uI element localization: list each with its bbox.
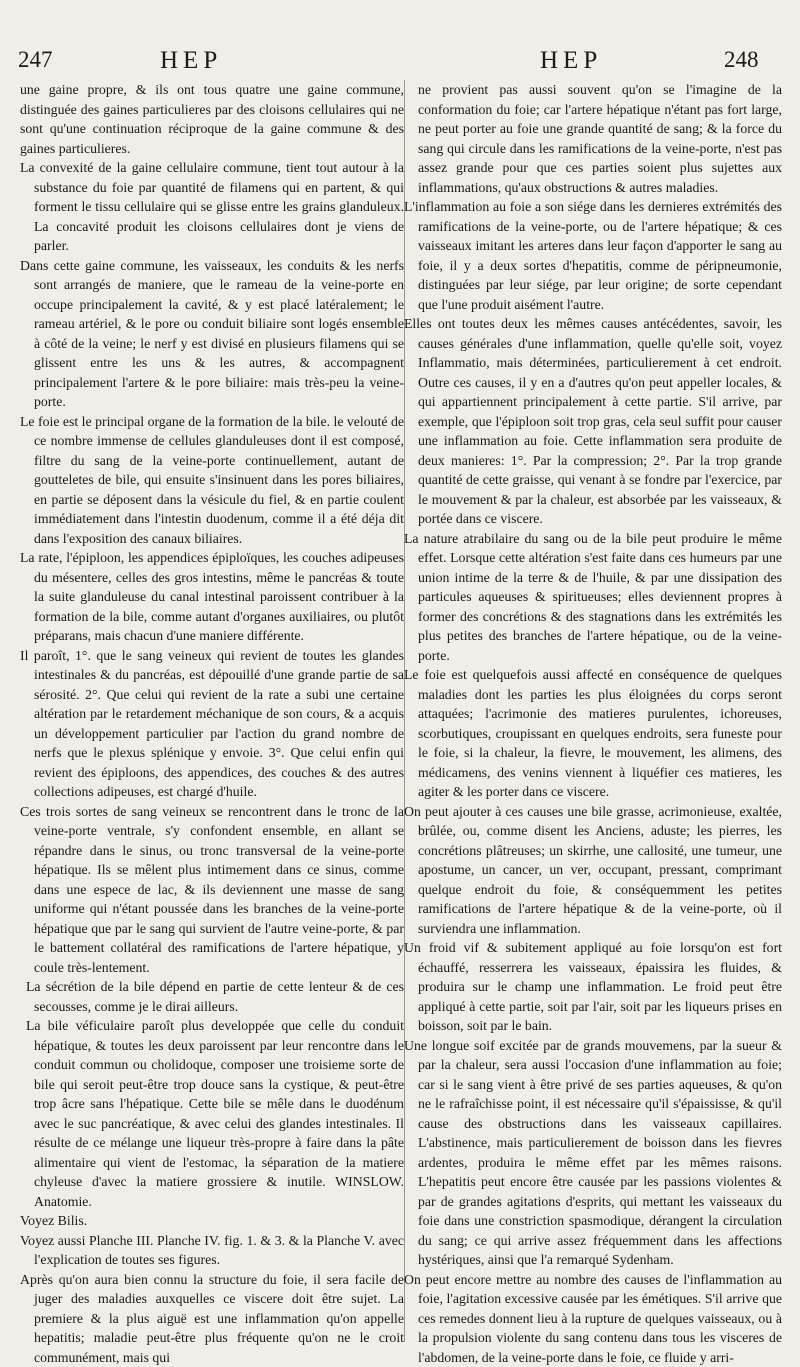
paragraph: Le foie est quelquefois aussi affecté en conséquence de quelques maladies dont les parties les plus éloignées du corps seront attaquées; l'acrimonie des matieres purulentes, ichoreuses, scorbutiques, croupissant en quelques endroits, sera funeste pour le foie, si la chaleur, la fievre, le mouvement, les alimens, des médicamens, des venins viennent à liquéfier ces matieres, les agiter & les porter dans ce viscere. xyxy=(404,665,782,802)
right-column xyxy=(404,80,782,1367)
paragraph: La convexité de la gaine cellulaire commune, tient tout autour à la substance du foie par quantité de filamens qui en partent, & qui forment le tissu cellulaire qui se glisse entre les grains glanduleux. La concavité produit les cloisons cellulaires dont je viens de parler. xyxy=(20,158,404,256)
paragraph: On peut encore mettre au nombre des causes de l'inflammation au foie, l'agitation excessive causée par les émétiques. S'il arrive que ces remedes donnent lieu à la rupture de quelques vaisseaux, ou à la propulsion violente du sang contenu dans tous les visceres de l'abdomen, de la veine-porte dans le foie, ce fluide y arri- xyxy=(404,1270,782,1367)
paragraph: La sécrétion de la bile dépend en partie de cette lenteur & de ces secousses, comme je le dirai ailleurs. xyxy=(20,977,404,1016)
paragraph: La rate, l'épiploon, les appendices épiploïques, les couches adipeuses du mésentere, celles des gros intestins, même le pancréas & toute la suite glanduleuse du canal intestinal paroissent contribuer à la formation de la bile, comme autant d'organes auxiliaires, ou plutôt préparans, mais chacun d'une maniere différente. xyxy=(20,548,404,646)
paragraph: Un froid vif & subitement appliqué au foie lorsqu'on est fort échauffé, resserrera les vaisseaux, épaissira les fluides, & produira sur le champ une inflammation. Le froid peut être appliqué à cette partie, soit par l'air, soit par les liqueurs prises en boisson, soit par le bain. xyxy=(404,938,782,1036)
paragraph: La nature atrabilaire du sang ou de la bile peut produire le même effet. Lorsque cette altération s'est faite dans ces humeurs par une union intime de la terre & de l'huile, & par une dissipation des particules aqueuses & spiritueuses; elles deviennent propres à former des concrétions & des stagnations dans les extrémités les plus petites des branches de l'artere hépatique, ou de la veine-porte. xyxy=(404,529,782,666)
right-running-head: HEP xyxy=(540,48,602,73)
paragraph: Voyez aussi Planche III. Planche IV. fig. 1. & 3. & la Planche V. avec l'explication de toutes ses figures. xyxy=(20,1231,404,1270)
paragraph: une gaine propre, & ils ont tous quatre une gaine commune, distinguée des gaines particulieres par des cloisons cellulaires qui ne sont qu'une continuation réciproque de la gaine commune & des gaines particulieres. xyxy=(20,80,404,158)
paragraph: Dans cette gaine commune, les vaisseaux, les conduits & les nerfs sont arrangés de maniere, que le rameau de la veine-porte en occupe principalement la cavité, & y est placé latéralement; le rameau artériel, & le pore ou conduit biliaire sont logés ensemble à côté de la veine; le nerf y est divisé en plusieurs filamens qui se glissent entre les uns & les autres, & accompagnent principalement l'artere & le pore biliaire: mais très-peu la veine-porte. xyxy=(20,256,404,412)
paragraph: La bile véficulaire paroît plus developpée que celle du conduit hépatique, & toutes les deux paroissent par leur rencontre dans le conduit commun ou cholidoque, composer une troisieme sorte de bile qui seroit peut-être trop douce sans la cystique, & peut-être trop âcre sans l'hépatique. Cette bile se mêle dans le duodénum avec le suc pancréatique, & avec celui des glandes intestinales. Il résulte de ce mélange une liqueur très-propre à faire dans la pâte alimentaire qui vient de l'estomac, la séparation de la matiere chyleuse d'avec la matiere grossiere & inutile. WINSLOW. Anatomie. xyxy=(20,1016,404,1211)
paragraph: Ces trois sortes de sang veineux se rencontrent dans le tronc de la veine-porte ventrale, s'y confondent ensemble, en allant se répandre dans le sinus, ou tronc transversal de la veine-porte hépatique. Ils se mêlent plus intimement dans ce sinus, comme dans une espece de lac, & ils deviennent une masse de sang uniforme qui n'étant poussée dans les branches de la veine-porte hépatique que par le sang qui survient de l'autre veine-porte, & par le battement collatéral des ramifications de l'artere hépatique, y coule très-lentement. xyxy=(20,802,404,978)
paragraph: Voyez Bilis. xyxy=(20,1211,404,1231)
left-page-number: 247 xyxy=(18,48,53,71)
paragraph: Après qu'on aura bien connu la structure du foie, il sera facile de juger des maladies auxquelles ce viscere doit être sujet. La premiere & la plus aiguë est une inflammation qu'on appelle hepatitis; maladie peut-être plus fréquente qu'on ne le croit communément, mais qui xyxy=(20,1270,404,1367)
paragraph: Une longue soif excitée par de grands mouvemens, par la sueur & par la chaleur, sera aussi l'occasion d'une inflammation au foie; car si le sang vient à être privé de ses parties aqueuses, & qu'on ne le rafraîchisse point, il est nécessaire qu'il s'épaississe, & qu'il cause des obstructions dans les vaisseaux capillaires. L'abstinence, mais particulierement de boisson dans les fievres ardentes, produira le même effet par les mêmes raisons. L'hepatitis peut encore être causée par les passions violentes & par de grandes agitations d'esprits, qui mettant les vaisseaux du foie dans une constriction spasmodique, dérangent la circulation du sang; ce qui arrive assez fréquemment dans les affections hystériques, ainsi que l'a remarqué Sydenham. xyxy=(404,1036,782,1270)
paragraph: Il paroît, 1°. que le sang veineux qui revient de toutes les glandes intestinales & du pancréas, est dépouillé d'une grande partie de sa sérosité. 2°. Que celui qui revient de la rate a subi une certaine altération par le retardement méchanique de son cours, & a acquis un développement particulier par l'action du grand nombre de nerfs que le plexus splénique y envoie. 3°. Que celui enfin qui revient des épiploons, des appendices, des couches & des autres collections adipeuses, est chargé d'huile. xyxy=(20,646,404,802)
paragraph: Le foie est le principal organe de la formation de la bile. le velouté de ce nombre immense de cellules glanduleuses dont il est composé, filtre du sang de la veine-porte continuellement, autant de goutteletes de bile, qui ensuite s'insinuent dans les pores biliaires, en partie se déposent dans la vésicule du fiel, & en partie coulent immédiatement dans l'intestin duodenum, comme il a été déja dit dans l'exposition des canaux biliaires. xyxy=(20,412,404,549)
paragraph: ne provient pas aussi souvent qu'on se l'imagine de la conformation du foie; car l'artere hépatique n'étant pas fort large, ne peut porter au foie une grande quantité de sang; & la force du sang qui circule dans les ramifications de la veine-porte, n'est pas assez grande pour que ces parties soient plus sujettes aux inflammations, qu'aux obstructions & autres maladies. xyxy=(404,80,782,197)
paragraph: On peut ajouter à ces causes une bile grasse, acrimonieuse, exaltée, brûlée, ou, comme disent les Anciens, aduste; les pierres, les concrétions plâtreuses; un skirrhe, une callosité, une tumeur, une apostume, un cancer, un ver, occupant, pressant, comprimant quelque endroit du foie, & conséquemment les petites ramifications de l'artere hépatique & de la veine-porte, où il surviendra une inflammation. xyxy=(404,802,782,939)
left-column xyxy=(20,80,404,1367)
right-page-number: 248 xyxy=(724,48,759,71)
left-running-head: HEP xyxy=(160,48,222,73)
paragraph: Elles ont toutes deux les mêmes causes antécédentes, savoir, les causes générales d'une inflammation, quelle qu'elle soit, voyez Inflammatio, mais déterminées, particulierement à cet endroit. Outre ces causes, il y en a d'autres qu'on peut appeller locales, & qui appartiennent principalement à cette partie. S'il arrive, par exemple, que l'épiploon soit trop gras, cela seul suffit pour causer une inflammation au foie. Cette inflammation sera produite de deux manieres: 1°. Par la compression; 2°. Par la trop grande quantité de cette graisse, qui venant à se fondre par l'exercice, par le mouvement & par la chaleur, est absorbée par les vaisseaux, & portée dans ce viscere. xyxy=(404,314,782,529)
paragraph: L'inflammation au foie a son siége dans les dernieres extrémités des ramifications de la veine-porte, ou de l'artere hépatique; & ces vaisseaux imitant les arteres dans leur façon d'apporter le sang au foie, il y a deux sortes d'hepatitis, comme de péripneumonie, distinguées par leur siége, par leur origine; de sorte cependant que l'une produit aisément l'autre. xyxy=(404,197,782,314)
